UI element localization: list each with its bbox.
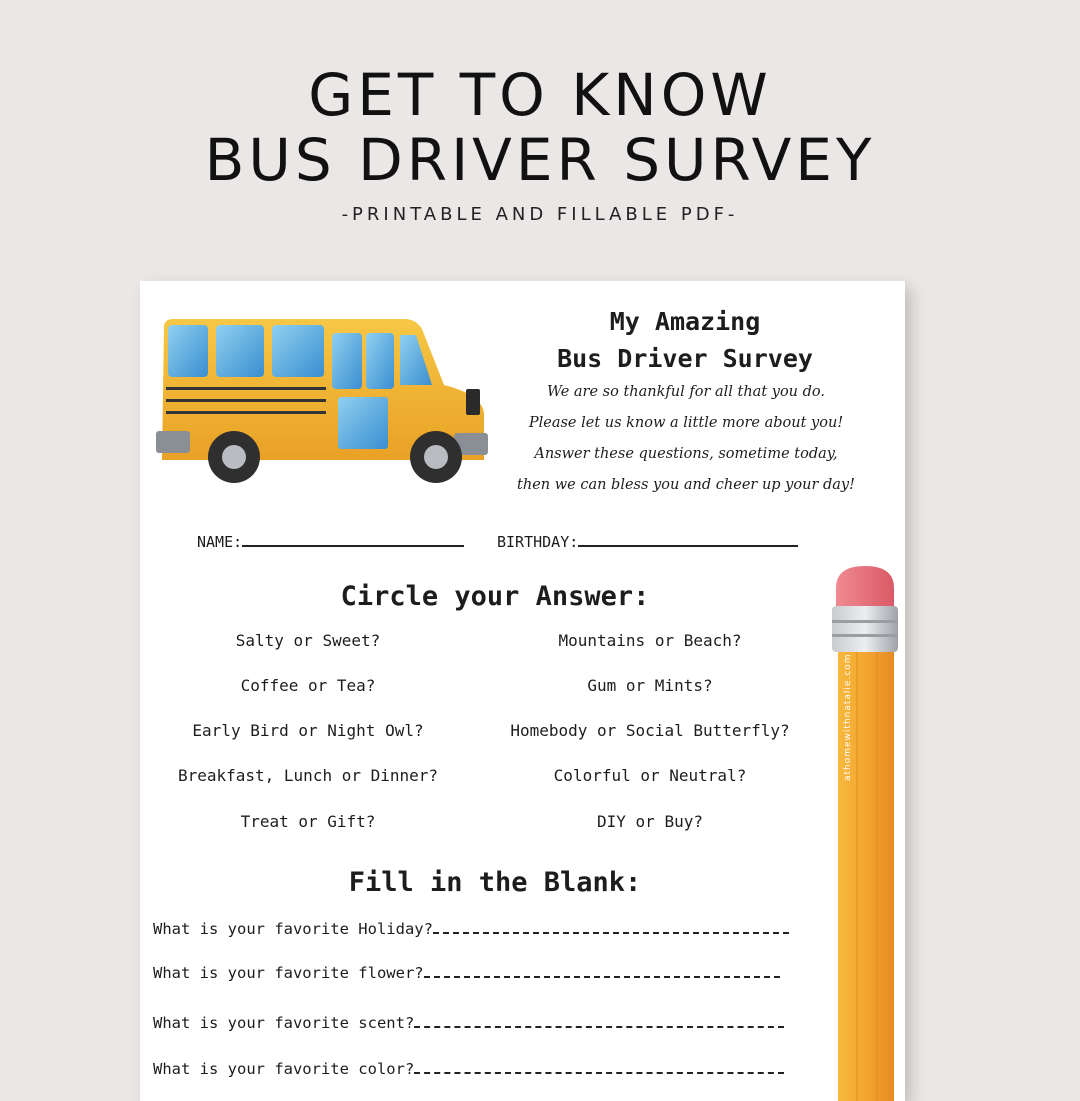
fill-question[interactable] bbox=[153, 964, 780, 982]
answer-line[interactable] bbox=[424, 964, 780, 978]
circle-option[interactable]: Treat or Gift? bbox=[240, 812, 376, 831]
fill-question-label: What is your favorite Holiday? bbox=[153, 920, 433, 938]
intro-line: Please let us know a little more about you! bbox=[528, 415, 844, 431]
fill-question[interactable] bbox=[153, 1014, 784, 1032]
fill-question-label: What is your favorite flower? bbox=[153, 964, 424, 982]
intro-line: then we can bless you and cheer up your day! bbox=[517, 477, 855, 493]
birthday-label: BIRTHDAY: bbox=[497, 533, 579, 551]
circle-option[interactable]: Salty or Sweet? bbox=[235, 631, 381, 650]
page-subtitle: -PRINTABLE AND FILLABLE PDF- bbox=[341, 204, 739, 225]
fill-question[interactable] bbox=[153, 920, 789, 938]
circle-option[interactable]: Coffee or Tea? bbox=[240, 676, 376, 695]
fill-question[interactable] bbox=[153, 1060, 784, 1078]
sheet-title-line-1: My Amazing bbox=[609, 307, 761, 336]
circle-answer-heading: Circle your Answer: bbox=[340, 581, 650, 612]
survey-sheet bbox=[140, 281, 905, 1101]
intro-line: Answer these questions, sometime today, bbox=[534, 446, 838, 462]
circle-option[interactable]: Colorful or Neutral? bbox=[553, 766, 747, 785]
page-title-line-2: BUS DRIVER SURVEY bbox=[204, 126, 876, 194]
answer-line[interactable] bbox=[433, 920, 789, 934]
fill-question-label: What is your favorite scent? bbox=[153, 1014, 415, 1032]
circle-option[interactable]: DIY or Buy? bbox=[597, 812, 703, 831]
intro-line: We are so thankful for all that you do. bbox=[547, 384, 825, 400]
fill-blank-heading: Fill in the Blank: bbox=[348, 867, 642, 898]
name-label: NAME: bbox=[197, 533, 243, 551]
circle-option[interactable]: Homebody or Social Butterfly? bbox=[510, 721, 790, 740]
watermark bbox=[843, 741, 883, 781]
circle-option[interactable]: Breakfast, Lunch or Dinner? bbox=[177, 766, 439, 785]
pencil-illustration bbox=[830, 564, 900, 1101]
school-bus-illustration bbox=[154, 315, 490, 485]
birthday-field[interactable] bbox=[497, 531, 798, 551]
answer-line[interactable] bbox=[414, 1060, 784, 1074]
name-input-line[interactable] bbox=[242, 531, 464, 547]
fill-question-label: What is your favorite color? bbox=[153, 1060, 415, 1078]
page-title-line-1: GET TO KNOW bbox=[308, 61, 772, 129]
circle-option[interactable]: Gum or Mints? bbox=[587, 676, 713, 695]
name-field[interactable] bbox=[197, 531, 464, 551]
birthday-input-line[interactable] bbox=[578, 531, 798, 547]
circle-option[interactable]: Early Bird or Night Owl? bbox=[192, 721, 424, 740]
circle-option[interactable]: Mountains or Beach? bbox=[558, 631, 742, 650]
answer-line[interactable] bbox=[414, 1014, 784, 1028]
sheet-title-line-2: Bus Driver Survey bbox=[557, 344, 813, 373]
